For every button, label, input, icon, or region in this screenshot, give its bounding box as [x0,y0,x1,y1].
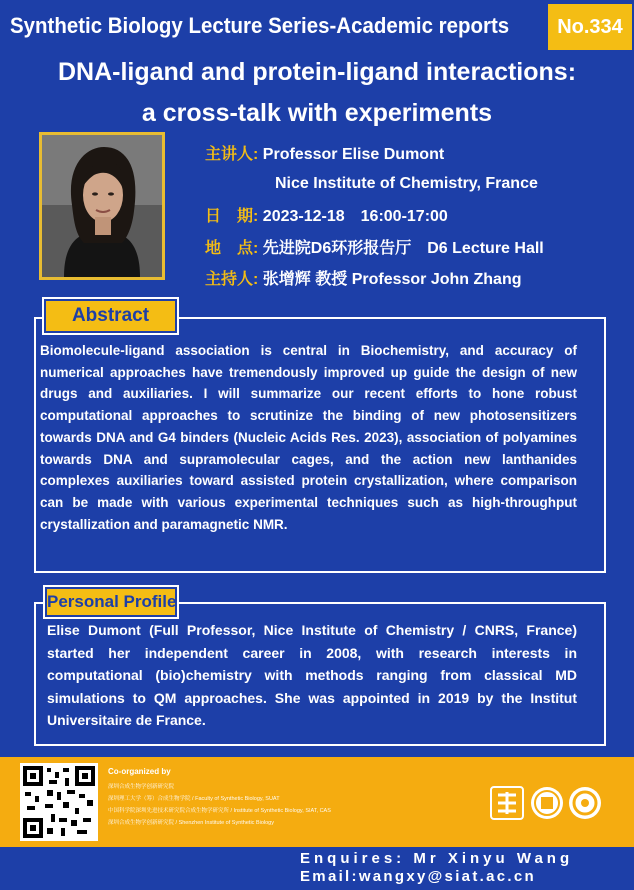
speaker-label: 主讲人: [205,146,259,163]
host-value: 张增辉 教授 Professor John Zhang [262,271,522,288]
lecture-number-badge [548,4,632,50]
qr-code-icon [23,766,95,838]
host-row [205,269,522,291]
contact-email[interactable]: Email:wangxy@siat.ac.cn [300,868,536,885]
speaker-portrait-image [42,135,162,277]
abstract-heading: Abstract [46,301,175,331]
qr-code[interactable] [20,763,98,841]
profile-text: Elise Dumont (Full Professor, Nice Institute of Chemistry / CNRS, France) started her independent career in 2008, with research interests in computational (bio)chemistry with methods ranging from classical MD simulations to QM approaches. She was appointed in 2019 by the Institut Universitaire de France. [47,622,577,729]
place-value: 先进院D6环形报告厅 D6 Lecture Hall [262,240,544,257]
organizer-line: 深圳合成生物学创新研究院 / Shenzhen Institute of Synthetic Biology [108,820,274,826]
affiliation-row [275,173,538,195]
profile-heading-tag [43,585,179,619]
speaker-row [205,144,444,166]
university-seal-icon [530,786,564,820]
series-title: Synthetic Biology Lecture Series-Academic reports [10,13,510,38]
abstract-heading-tag [42,297,179,335]
date-row [205,206,448,228]
place-row [205,238,544,260]
host-label: 主持人: [205,271,259,288]
organizer-line: 中国科学院深圳先进技术研究院合成生物学研究所 / Institute of Synthetic Biology, SIAT, CAS [108,808,331,814]
lecture-number: No.334 [557,16,623,38]
abstract-text: Biomolecule-ligand association is central in Biochemistry, and accuracy of numerical approaches have tremendously improved up guide the design of new drugs and auxiliaries. I will summarize our recent efforts to hone robust computational approaches to scrutinize the binding of new photosensitizers towards DNA and G4 binders (Nucleic Acids Res. 2023), association of polyamines towards DNA and supramolecular cages, and the action new lanthanides complexes auxiliaries toward assisted protein crystallization, where comparison can be made with various experimental techniques such as high-throughput crystallization and paramagnetic NMR. [40,343,577,532]
speaker-value: Professor Elise Dumont [262,146,445,163]
date-value: 2023-12-18 16:00-17:00 [262,208,448,225]
series-bar [0,0,548,52]
enquiries-contact: Enquires: Mr Xinyu Wang [300,850,574,867]
talk-title-line1: DNA-ligand and protein-ligand interactions: [57,58,577,86]
institute-logo-icon [490,786,524,820]
date-label: 日 期: [205,208,259,225]
speaker-photo [39,132,165,280]
talk-title-line2: a cross-talk with experiments [141,99,493,127]
coorganized-label: Co-organized by [108,767,171,776]
speaker-affiliation: Nice Institute of Chemistry, France [275,175,538,192]
organizer-line: 深圳理工大学（筹）合成生物学院 / Faculty of Synthetic Biology, SUAT [108,796,280,802]
organizer-line: 深圳合成生物学创新研究院 [108,784,175,790]
place-label: 地 点: [205,240,259,257]
society-seal-icon [568,786,602,820]
profile-heading: Personal Profile [47,589,175,615]
